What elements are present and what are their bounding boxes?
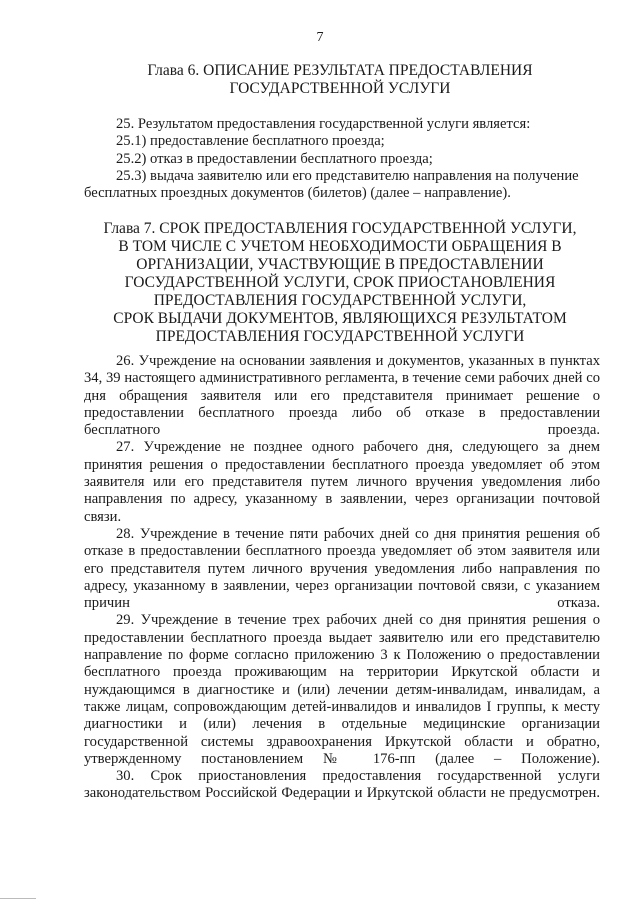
heading-line: ОРГАНИЗАЦИИ, УЧАСТВУЮЩИЕ В ПРЕДОСТАВЛЕНИИ xyxy=(136,256,544,273)
paragraph-29: 29. Учреждение в течение трех рабочих дней со дня принятия решения о предоставлении бесплатного проезда выдает заявителю или его представителю направление по форме согласно приложению 3 к Положению о предоставлении бесплатного проезда проживающим на территории Иркутской области и нуждающимся в диагностике и (или) лечении детям-инвалидам, инвалидам, а также лицам, сопровождающим детей-инвалидов и инвалидов I группы, к месту диагностики и (или) лечения в отдельные медицинские организации государственной системы здравоохранения Иркутской области и обратно, утвержденному постановлением № 176-пп (далее – Положение). xyxy=(84,612,600,767)
paragraph-25-2: 25.2) отказ в предоставлении бесплатного проезда; xyxy=(116,150,433,167)
heading-line: ГОСУДАРСТВЕННОЙ УСЛУГИ xyxy=(229,80,451,97)
paragraph-25-3-line: 25.3) выдача заявителю или его представителю направления на получение xyxy=(116,167,579,184)
paragraph-25-1: 25.1) предоставление бесплатного проезда; xyxy=(116,133,385,150)
heading-line: ПРЕДОСТАВЛЕНИЯ ГОСУДАРСТВЕННОЙ УСЛУГИ, xyxy=(153,292,527,309)
chapter-7-body xyxy=(84,353,600,803)
chapter-6-heading xyxy=(90,62,590,98)
chapter-7-heading xyxy=(90,220,590,346)
paragraph-25: 25. Результатом предоставления государственной услуги является: xyxy=(116,116,531,132)
heading-line: Глава 6. ОПИСАНИЕ РЕЗУЛЬТАТА ПРЕДОСТАВЛЕНИЯ xyxy=(147,62,533,79)
page-number: 7 xyxy=(316,30,324,45)
heading-line: В ТОМ ЧИСЛЕ С УЧЕТОМ НЕОБХОДИМОСТИ ОБРАЩЕНИЯ В xyxy=(118,238,562,255)
heading-line: ПРЕДОСТАВЛЕНИЯ ГОСУДАРСТВЕННОЙ УСЛУГИ xyxy=(155,328,525,345)
paragraph-28: 28. Учреждение в течение пяти рабочих дней со дня принятия решения об отказе в предоставлении бесплатного проезда уведомляет об этом заявителя или его представителя путем личного вручения уведомления либо направления по адресу, указанному в заявлении, через организации почтовой связи, с указанием причин отказа. xyxy=(84,525,600,612)
heading-line: СРОК ВЫДАЧИ ДОКУМЕНТОВ, ЯВЛЯЮЩИХСЯ РЕЗУЛЬТАТОМ xyxy=(113,310,567,327)
scan-edge-line xyxy=(0,898,36,899)
paragraph-25-3-line: бесплатных проездных документов (билетов) (далее – направление). xyxy=(84,185,511,202)
heading-line: Глава 7. СРОК ПРЕДОСТАВЛЕНИЯ ГОСУДАРСТВЕННОЙ УСЛУГИ, xyxy=(103,220,577,237)
paragraph-26: 26. Учреждение на основании заявления и документов, указанных в пунктах 34, 39 настоящего административного регламента, в течение семи рабочих дней со дня обращения заявителя или его представителя принимает решение о предоставлении бесплатного проезда либо об отказе в предоставлении бесплатного проезда. xyxy=(84,353,600,439)
heading-line: ГОСУДАРСТВЕННОЙ УСЛУГИ, СРОК ПРИОСТАНОВЛЕНИЯ xyxy=(124,274,556,291)
chapter-6-body xyxy=(84,116,600,202)
paragraph-27: 27. Учреждение не позднее одного рабочего дня, следующего за днем принятия решения о предоставлении бесплатного проезда уведомляет об этом заявителя или его представителя путем личного вручения уведомления либо направления по адресу, указанному в заявлении, через организации почтовой связи. xyxy=(84,439,600,525)
paragraph-30: 30. Срок приостановления предоставления государственной услуги законодательством Российской Федерации и Иркутской области не предусмотрен. xyxy=(84,768,600,802)
